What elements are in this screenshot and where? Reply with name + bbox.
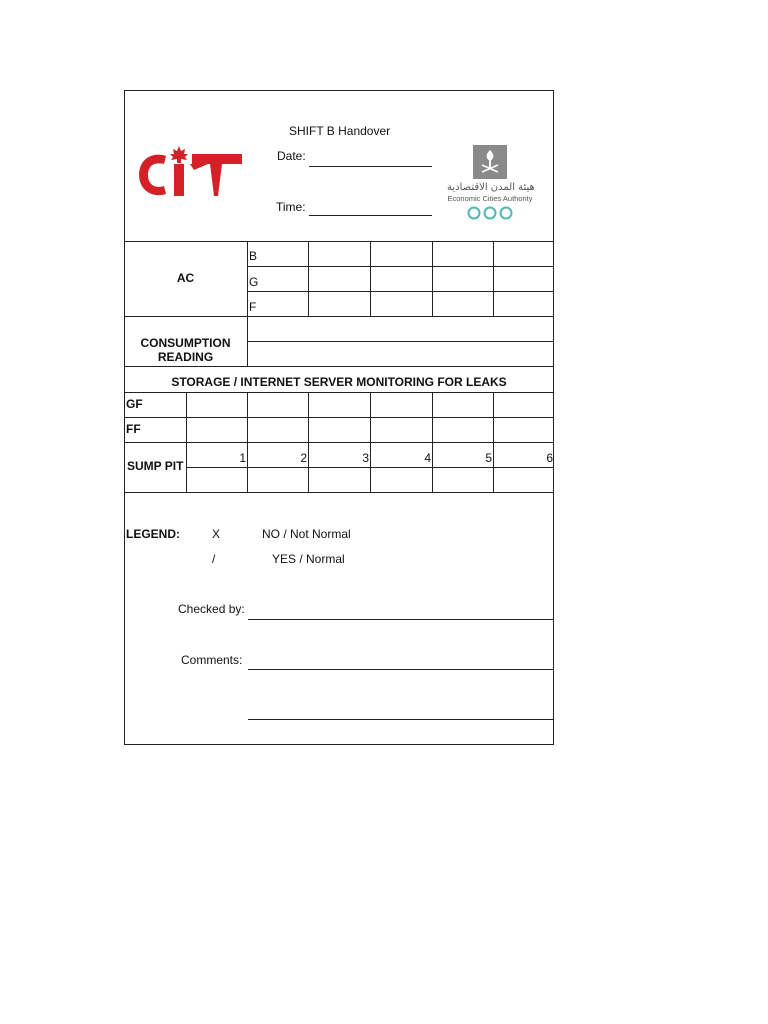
consumption-label-line2: READING <box>157 350 214 364</box>
grid-col-5 <box>493 392 494 492</box>
comments-label: Comments: <box>181 653 243 667</box>
time-field[interactable] <box>309 215 432 216</box>
eca-circles-icon <box>467 206 513 225</box>
ac-row-g: G <box>249 275 259 289</box>
cit-logo <box>134 142 246 213</box>
ac-label-divider <box>247 241 248 366</box>
header-bottom-border <box>124 241 554 242</box>
ac-row-b: B <box>249 249 258 263</box>
eca-english-name: Economic Cities Authority <box>447 194 533 203</box>
grid-col-1 <box>247 392 248 492</box>
eca-arabic-name: هيئة المدن الاقتصادية <box>447 182 535 193</box>
ac-row-f: F <box>249 300 257 314</box>
legend-symbol-slash: / <box>212 552 216 566</box>
eca-emblem-icon <box>473 145 507 179</box>
gf-bottom-border <box>124 417 554 418</box>
grid-col-2 <box>308 392 309 492</box>
legend-meaning-x: NO / Not Normal <box>262 527 351 541</box>
row-ff: FF <box>126 422 141 436</box>
time-label: Time: <box>276 200 306 214</box>
sump-number-4: 4 <box>424 451 431 465</box>
sump-number-1: 1 <box>239 451 246 465</box>
checked-by-label: Checked by: <box>178 602 245 616</box>
checked-by-field[interactable] <box>248 619 554 620</box>
comments-field-line1[interactable] <box>248 669 554 670</box>
sump-number-2: 2 <box>300 451 307 465</box>
date-field[interactable] <box>309 166 432 167</box>
form-title: SHIFT B Handover <box>289 124 391 138</box>
ac-label: AC <box>176 271 195 285</box>
comments-field-line2[interactable] <box>248 719 554 720</box>
sump-number-6: 6 <box>546 451 553 465</box>
sump-pit-label: SUMP PIT <box>127 459 184 473</box>
sump-number-3: 3 <box>362 451 369 465</box>
ac-col-3 <box>432 241 433 316</box>
grid-col-0 <box>186 392 187 492</box>
sump-number-5: 5 <box>485 451 492 465</box>
sump-bottom-border <box>124 492 554 493</box>
row-gf: GF <box>126 397 143 411</box>
storage-title-border <box>124 392 554 393</box>
ac-row-border-1 <box>247 266 554 267</box>
legend-symbol-x: X <box>212 527 221 541</box>
ac-col-4 <box>493 241 494 316</box>
ac-row-border-2 <box>247 291 554 292</box>
ff-bottom-border <box>124 442 554 443</box>
consumption-bottom-border <box>124 366 554 367</box>
date-label: Date: <box>277 149 306 163</box>
ac-col-1 <box>308 241 309 316</box>
grid-col-3 <box>370 392 371 492</box>
ac-col-2 <box>370 241 371 316</box>
storage-title: STORAGE / INTERNET SERVER MONITORING FOR LEAKS <box>171 375 507 389</box>
legend-meaning-slash: YES / Normal <box>272 552 345 566</box>
legend-label: LEGEND: <box>126 527 180 541</box>
consumption-label-line1: CONSUMPTION <box>140 336 231 350</box>
grid-col-4 <box>432 392 433 492</box>
ac-bottom-border <box>124 316 554 317</box>
consumption-row-border <box>247 341 554 342</box>
